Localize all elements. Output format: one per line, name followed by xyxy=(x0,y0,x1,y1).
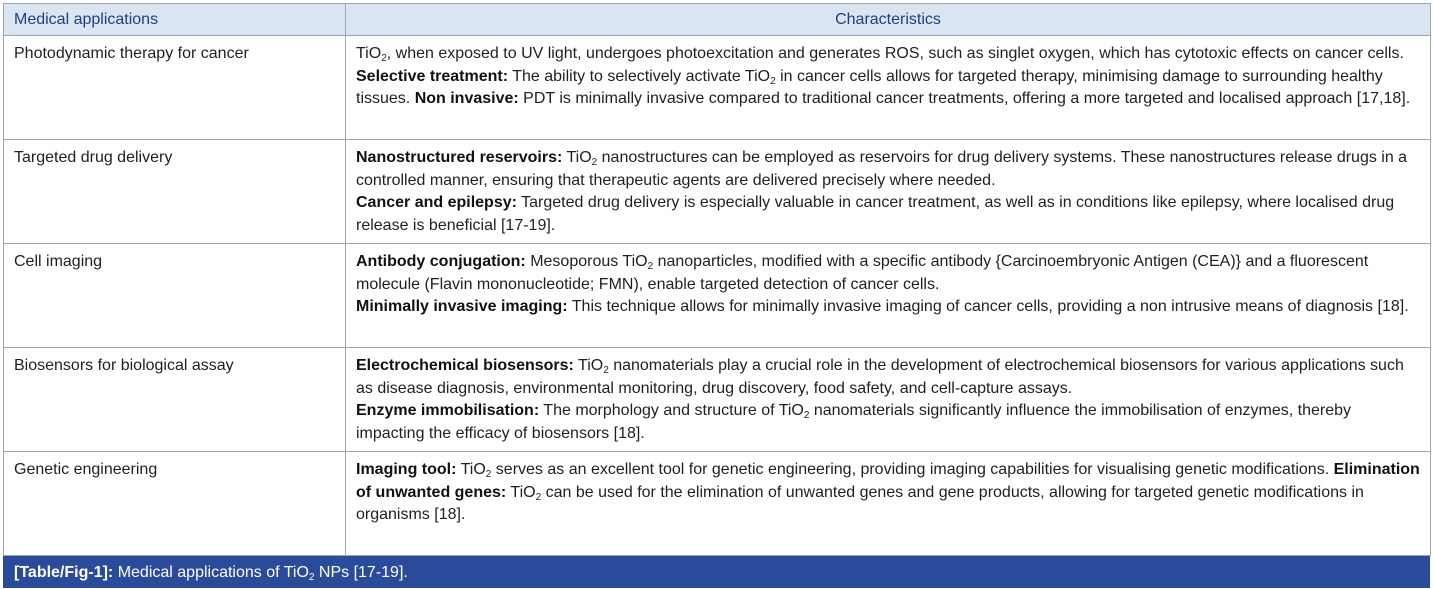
characteristic-text: This technique allows for minimally invasive imaging of cancer cells, providing a non intrusive means of diagnosis [18]. xyxy=(567,298,1409,315)
table-header-row xyxy=(4,4,1431,36)
characteristic-text: TiO xyxy=(356,45,382,62)
characteristic-heading: Elimination of unwanted genes: xyxy=(356,461,1420,501)
characteristics-cell xyxy=(346,452,1431,556)
characteristic-heading: Enzyme immobilisation: xyxy=(356,402,540,419)
characteristic-text: TiO xyxy=(573,357,604,374)
subscript: 2 xyxy=(647,261,654,272)
table-row xyxy=(4,36,1431,140)
caption-label: [Table/Fig-1]: xyxy=(14,564,114,581)
subscript: 2 xyxy=(591,157,598,168)
caption-subscript: 2 xyxy=(308,572,315,583)
header-characteristics: Characteristics xyxy=(346,4,1431,36)
characteristic-text: The ability to selectively activate TiO xyxy=(508,67,771,85)
table-row xyxy=(4,348,1431,452)
characteristics-cell xyxy=(346,244,1431,348)
characteristics-cell xyxy=(346,36,1431,140)
characteristic-text: , when exposed to UV light, undergoes photoexcitation and generates ROS, such as singlet oxygen, which has cytotoxic effects on cancer cells. xyxy=(386,45,1404,62)
subscript: 2 xyxy=(485,469,492,480)
characteristic-text: nanoparticles, modified with a specific antibody {Carcinoembryonic Antigen (CEA)} and a fluorescent molecule (Flavin mononucleotide; FMN), enable targeted detection of cancer cells. xyxy=(356,253,1369,293)
characteristic-heading: Cancer and epilepsy: xyxy=(356,194,517,211)
application-cell: Cell imaging xyxy=(4,244,346,348)
characteristic-text: TiO xyxy=(562,149,592,166)
characteristic-heading: Non invasive: xyxy=(414,90,519,107)
medical-applications-table xyxy=(3,3,1431,556)
table-row xyxy=(4,140,1431,244)
caption-text: Medical applications of TiO xyxy=(113,564,309,581)
characteristic-heading: Imaging tool: xyxy=(356,461,457,478)
caption-text-end: NPs [17-19]. xyxy=(314,564,408,581)
subscript: 2 xyxy=(381,53,387,64)
characteristic-text: TiO xyxy=(506,483,536,501)
characteristics-cell xyxy=(346,140,1431,244)
application-cell: Photodynamic therapy for cancer xyxy=(4,36,346,140)
table-row xyxy=(4,244,1431,348)
characteristics-cell xyxy=(346,348,1431,452)
header-medical-applications: Medical applications xyxy=(4,4,346,36)
table-row xyxy=(4,452,1431,556)
characteristic-text: Targeted drug delivery is especially valuable in cancer treatment, as well as in conditions like epilepsy, where localised drug release is beneficial [17-19]. xyxy=(356,194,1395,234)
characteristic-text: can be used for the elimination of unwanted genes and gene products, allowing for targeted genetic modifications in organisms [18]. xyxy=(356,483,1364,523)
subscript: 2 xyxy=(770,75,776,87)
subscript: 2 xyxy=(803,410,810,421)
characteristic-heading: Electrochemical biosensors: xyxy=(356,357,574,374)
application-cell: Targeted drug delivery xyxy=(4,140,346,244)
characteristic-text: nanomaterials significantly influence the immobilisation of enzymes, thereby impacting the efficacy of biosensors [18]. xyxy=(356,402,1352,442)
characteristic-text: Mesoporous TiO xyxy=(525,253,648,270)
table-caption xyxy=(3,556,1430,588)
characteristic-heading: Nanostructured reservoirs: xyxy=(356,149,563,166)
characteristic-text: nanomaterials play a crucial role in the development of electrochemical biosensors for various applications such as disease diagnosis, environmental monitoring, drug discovery, food safety, and cell-capture assays. xyxy=(356,357,1404,397)
characteristic-text: PDT is minimally invasive compared to traditional cancer treatments, offering a more targeted and localised approach [17,18]. xyxy=(518,90,1411,107)
characteristic-heading: Antibody conjugation: xyxy=(356,253,526,270)
application-cell: Biosensors for biological assay xyxy=(4,348,346,452)
subscript: 2 xyxy=(535,491,542,503)
application-cell: Genetic engineering xyxy=(4,452,346,556)
characteristic-text: serves as an excellent tool for genetic engineering, providing imaging capabilities for visualising genetic modifications. xyxy=(491,461,1334,478)
characteristic-heading: Minimally invasive imaging: xyxy=(356,298,568,315)
characteristic-text: TiO xyxy=(456,461,486,478)
table-figure xyxy=(3,3,1430,588)
characteristic-text: in cancer cells allows for targeted therapy, minimising damage to surrounding healthy tissues. xyxy=(356,67,1383,107)
subscript: 2 xyxy=(603,365,609,376)
characteristic-text: The morphology and structure of TiO xyxy=(539,402,804,419)
characteristic-text: nanostructures can be employed as reservoirs for drug delivery systems. These nanostructures release drugs in a controlled manner, ensuring that therapeutic agents are delivered precisely where needed. xyxy=(356,149,1408,189)
characteristic-heading: Selective treatment: xyxy=(356,67,509,85)
